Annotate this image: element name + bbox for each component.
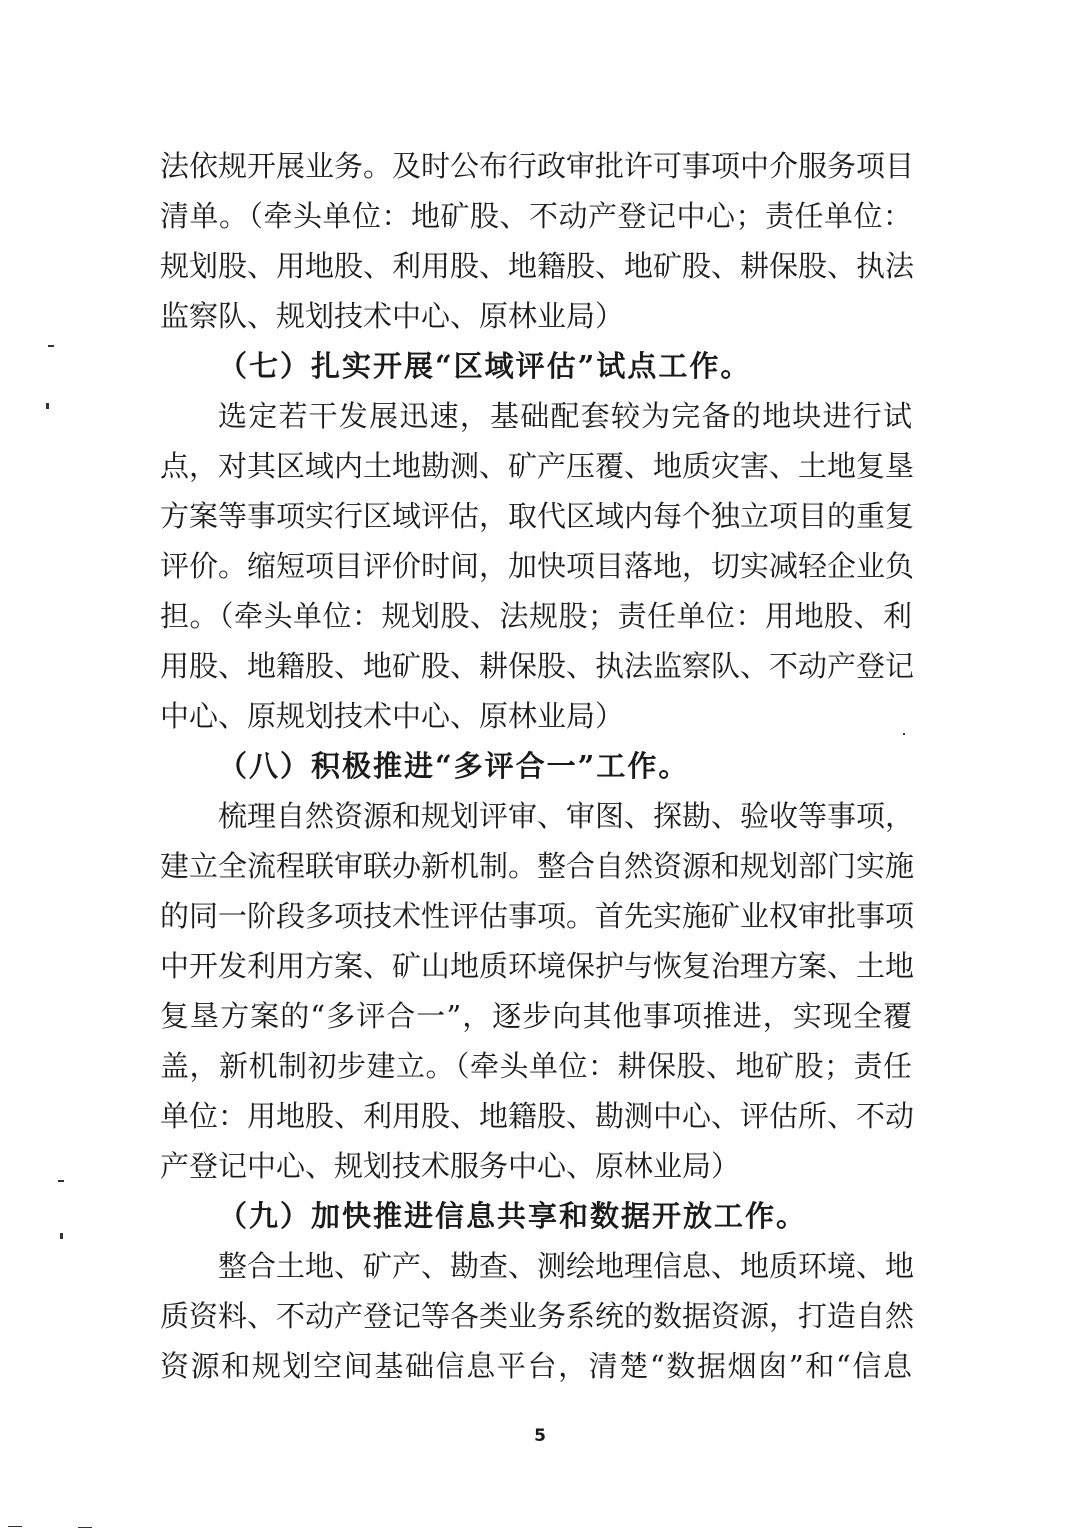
scan-mark	[8, 1526, 22, 1527]
body-text-line: 复垦方案的“多评合一”，逐步向其他事项推进，实现全覆	[160, 999, 912, 1033]
body-text-line: 清单。（牵头单位：地矿股、不动产登记中心；责任单位：	[160, 199, 912, 233]
body-text-line: 盖，新机制初步建立。（牵头单位：耕保股、地矿股；责任	[160, 1049, 912, 1083]
body-text-line: 单位：用地股、利用股、地籍股、勘测中心、评估所、不动	[160, 1099, 915, 1133]
body-text-line: 监察队、规划技术中心、原林业局）	[160, 299, 625, 333]
body-text-line: 建立全流程联审联办新机制。整合自然资源和规划部门实施	[160, 849, 915, 883]
body-text-line: 产登记中心、规划技术服务中心、原林业局）	[160, 1149, 741, 1183]
body-text-line: 担。（牵头单位：规划股、法规股；责任单位：用地股、利	[160, 599, 912, 633]
body-text-line: 规划股、用地股、利用股、地籍股、地矿股、耕保股、执法	[160, 249, 915, 283]
scan-mark	[60, 1233, 63, 1239]
body-text-line: 整合土地、矿产、勘查、测绘地理信息、地质环境、地	[218, 1249, 915, 1283]
section-heading-8: （八）积极推进“多评合一”工作。	[218, 749, 690, 783]
section-heading-9: （九）加快推进信息共享和数据开放工作。	[218, 1199, 808, 1233]
body-text-line: 方案等事项实行区域评估，取代区域内每个独立项目的重复	[160, 499, 915, 533]
body-text-line: 梳理自然资源和规划评审、审图、探勘、验收等事项，	[218, 799, 915, 833]
body-text-line: 法依规开展业务。及时公布行政审批许可事项中介服务项目	[160, 149, 915, 183]
body-text-line: 中心、原规划技术中心、原林业局）	[160, 699, 625, 733]
body-text-line: 的同一阶段多项技术性评估事项。首先实施矿业权审批事项	[160, 899, 915, 933]
body-text-line: 质资料、不动产登记等各类业务系统的数据资源，打造自然	[160, 1299, 915, 1333]
scan-mark	[46, 403, 49, 409]
body-text-line: 选定若干发展迅速，基础配套较为完备的地块进行试	[218, 399, 912, 433]
body-text-line: 资源和规划空间基础信息平台，清楚“数据烟囱”和“信息	[160, 1349, 912, 1383]
body-text-line: 评价。缩短项目评价时间，加快项目落地，切实减轻企业负	[160, 549, 915, 583]
page-number: 5	[534, 1426, 546, 1446]
scan-mark	[903, 733, 905, 735]
section-heading-7: （七）扎实开展“区域评估”试点工作。	[218, 349, 752, 383]
scan-mark	[78, 1527, 92, 1528]
scan-mark	[58, 1180, 64, 1182]
body-text-line: 点，对其区域内土地勘测、矿产压覆、地质灾害、土地复垦	[160, 449, 915, 483]
scan-mark	[48, 345, 54, 347]
body-text-line: 中开发利用方案、矿山地质环境保护与恢复治理方案、土地	[160, 949, 915, 983]
body-text-line: 用股、地籍股、地矿股、耕保股、执法监察队、不动产登记	[160, 649, 915, 683]
